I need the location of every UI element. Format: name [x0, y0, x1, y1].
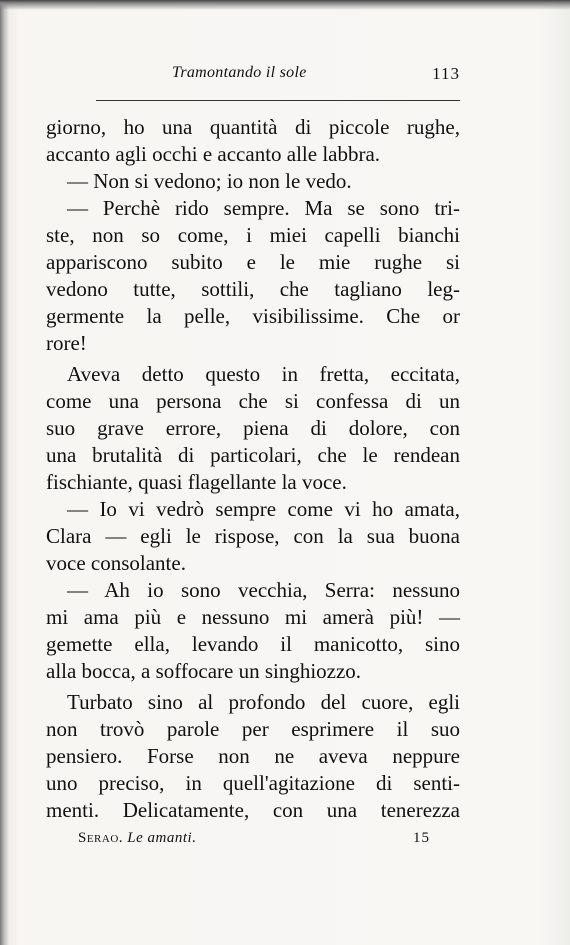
footer-author: Serao. [78, 830, 124, 846]
text-line: accanto agli occhi e accanto alle labbra. [46, 142, 381, 166]
text-line: — Perchè rido sempre. Ma se sono tri- [67, 196, 460, 220]
text-line: — Ah io sono vecchia, Serra: nessuno [67, 578, 460, 602]
page-footer [78, 830, 430, 852]
text-line: menti. Delicatamente, con una tenerezza [46, 798, 460, 822]
text-line: alla bocca, a soffocare un singhiozzo. [46, 659, 362, 683]
text-line: — Io vi vedrò sempre come vi ho amata, [67, 497, 460, 521]
page-number: 113 [432, 64, 460, 83]
text-line: mi ama più e nessuno mi amerà più! — [46, 605, 460, 629]
text-line: voce consolante. [46, 551, 186, 575]
text-line: ste, non so come, i miei capelli bianchi [46, 223, 460, 247]
text-line: appariscono subito e le mie rughe si [46, 250, 460, 274]
text-line: uno preciso, in quell'agitazione di senti- [46, 771, 460, 795]
footer-credit [78, 830, 196, 847]
text-line: Turbato sino al profondo del cuore, egli [67, 690, 460, 714]
text-line: gemette ella, levando il manicotto, sino [46, 632, 460, 656]
body-text [46, 114, 460, 824]
text-line: Clara — egli le rispose, con la sua buona [46, 524, 460, 548]
page-top-edge [0, 0, 570, 10]
text-line: vedono tutte, sottili, che tagliano leg- [46, 277, 460, 301]
text-line: fischiante, quasi flagellante la voce. [46, 470, 347, 494]
binding-edge [0, 0, 9, 945]
text-line: — Non si vedono; io non le vedo. [67, 169, 352, 193]
signature-mark: 15 [413, 830, 430, 846]
text-line: rore! [46, 331, 87, 355]
footer-title: Le amanti. [127, 830, 197, 846]
text-line: germente la pelle, visibilissime. Che or [46, 304, 460, 328]
text-line: Aveva detto questo in fretta, eccitata, [67, 362, 460, 386]
text-line: come una persona che si confessa di un [46, 389, 460, 413]
text-line: giorno, ho una quantità di piccole rughe, [46, 115, 460, 139]
text-line: suo grave errore, piena di dolore, con [46, 416, 460, 440]
text-line: una brutalità di particolari, che le rendean [46, 443, 460, 467]
page-header [46, 64, 460, 92]
text-line: pensiero. Forse non ne aveva neppure [46, 744, 460, 768]
text-line: non trovò parole per esprimere il suo [46, 717, 460, 741]
header-rule [96, 100, 460, 101]
running-title: Tramontando il sole [172, 64, 307, 81]
